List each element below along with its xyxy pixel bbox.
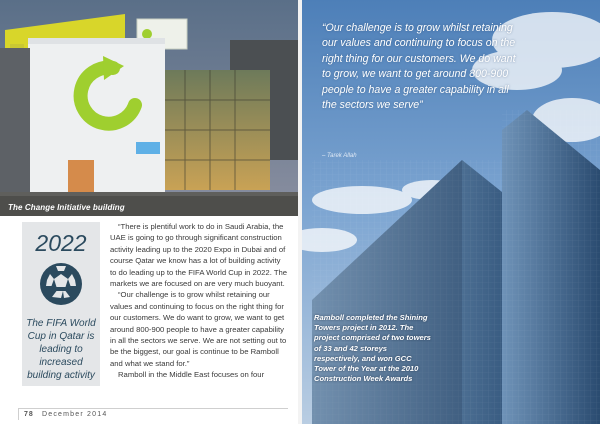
footer-tick: [18, 408, 19, 420]
sidebar-year: 2022: [35, 230, 87, 256]
sidebar-box: [22, 222, 100, 386]
body-paragraph: “There is plentiful work to do in Saudi Arabia, the UAE is going to go through significant construction activity leading up to the 2020 Expo in Dubai and of course Qatar we know has a lot of building activity to do leading up to the FIFA World Cup in 2022. The markets we are focused on are very much buoyant.: [110, 222, 288, 289]
left-page: [0, 0, 298, 424]
footer-rule: [18, 408, 288, 409]
photo-caption: The Change Initiative building: [8, 203, 125, 212]
issue-date: December 2014: [42, 411, 108, 418]
pull-quote: “Our challenge is to grow whilst retaining our values and continuing to focus on the right thing for our customers. We do want to grow, we want to get around 800-900 people to have a greater capability in all the sectors we serve”: [322, 22, 516, 112]
soccer-ball-icon: [39, 262, 83, 306]
towers-caption: Ramboll completed the Shining Towers project in 2012. The project comprised of two towers of 33 and 42 storeys respectively, and won GCC Tower of the Year at the 2010 Construction Week Awards: [314, 313, 431, 384]
page-footer: [18, 408, 288, 422]
sidebar-text: The FIFA World Cup in Qatar is leading to increased building activity: [26, 318, 96, 381]
body-paragraph: Ramboll in the Middle East focuses on four: [118, 370, 265, 380]
body-paragraph: “Our challenge is to grow whilst retaining our values and continuing to focus on the right thing for our customers. We do want to grow, we want to get around 800-900 people to have a greater capability in all the sectors we serve. We are not setting out to be the biggest, our goal is continue to be Ramboll and what we stand for.”: [110, 290, 287, 368]
page-number: 78: [24, 411, 34, 418]
article-body: [110, 221, 288, 381]
right-page: [302, 0, 600, 424]
quote-attribution: – Tarek Allah: [322, 153, 357, 159]
change-initiative-photo: [0, 0, 298, 216]
